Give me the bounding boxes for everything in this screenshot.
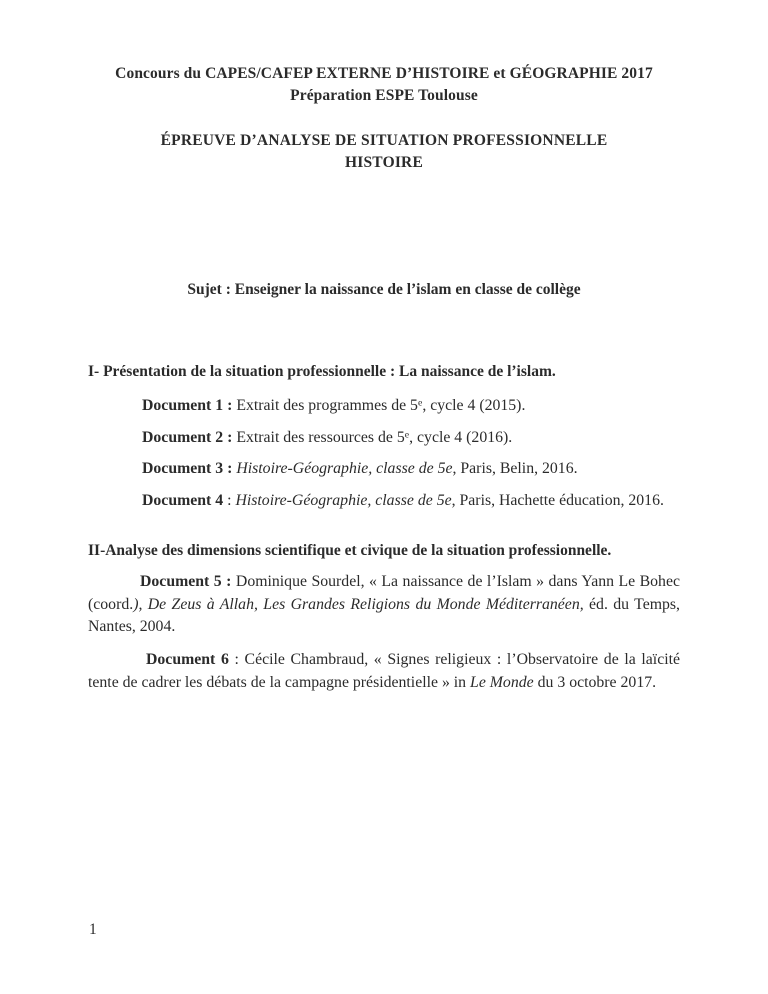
- document-2-text-before: Extrait des ressources de 5: [236, 429, 405, 446]
- exam-title-line-1: ÉPREUVE D’ANALYSE DE SITUATION PROFESSIONNELLE: [160, 132, 608, 149]
- document-6-label: Document 6: [146, 651, 229, 668]
- document-4-text-after: , Paris, Hachette éducation, 2016.: [451, 492, 664, 509]
- document-6-italic-source: Le Monde: [470, 673, 534, 691]
- document-5-text-2: éd. du Temps, Nantes, 2004.: [88, 595, 680, 635]
- page-number: [89, 919, 97, 940]
- section-two-text: II-Analyse des dimensions scientifique et civique de la situation professionnelle.: [88, 542, 612, 559]
- document-2-label: Document 2 :: [142, 429, 233, 446]
- document-entry-4: [142, 490, 687, 511]
- document-6-text-2: du 3 octobre 2017.: [533, 673, 657, 691]
- document-3-title: Histoire-Géographie, classe de 5e: [236, 460, 453, 477]
- document-5-text-1: Dominique Sourdel, « La naissance de l’Islam » dans Yann Le Bohec (coord.: [88, 573, 680, 613]
- document-entry-2: [142, 427, 687, 448]
- exam-header: [88, 63, 680, 106]
- exam-title-line-2: HISTOIRE: [345, 154, 423, 171]
- exam-header-line-1: Concours du CAPES/CAFEP EXTERNE D’HISTOIRE et GÉOGRAPHIE 2017: [115, 65, 653, 82]
- document-1-text-after: , cycle 4 (2015).: [422, 397, 526, 414]
- page-number-value: 1: [89, 921, 97, 938]
- document-entry-5: [88, 571, 680, 639]
- section-one-text: I- Présentation de la situation professionnelle : La naissance de l’islam.: [88, 363, 556, 380]
- section-heading-two: [88, 540, 688, 561]
- subject-text: Sujet : Enseigner la naissance de l’islam en classe de collège: [187, 281, 581, 298]
- document-1-label: Document 1 :: [142, 397, 233, 414]
- exam-title: [88, 130, 680, 174]
- document-1-superscript: e: [417, 397, 423, 409]
- section-heading-one: [88, 361, 688, 382]
- document-5-italic-title: ), De Zeus à Allah, Les Grandes Religions du Monde Méditerranéen,: [133, 595, 584, 613]
- document-2-text-after: , cycle 4 (2016).: [409, 429, 513, 446]
- document-5-label: Document 5 :: [140, 573, 232, 590]
- document-entry-6: [88, 649, 680, 694]
- document-4-label: Document 4: [142, 492, 224, 509]
- document-entry-3: [142, 458, 687, 479]
- document-4-title: Histoire-Géographie, classe de 5e: [235, 492, 452, 509]
- document-entry-1: [142, 395, 687, 416]
- document-3-text-after: , Paris, Belin, 2016.: [452, 460, 578, 477]
- document-3-label: Document 3 :: [142, 460, 233, 477]
- document-2-superscript: e: [404, 429, 410, 441]
- subject-line: [88, 279, 680, 300]
- document-4-colon: :: [223, 492, 236, 509]
- exam-header-line-2: Préparation ESPE Toulouse: [290, 86, 478, 104]
- document-1-text-before: Extrait des programmes de 5: [236, 397, 418, 414]
- document-6-text-1: : Cécile Chambraud, « Signes religieux : l’Observatoire de la laïcité tente de cadrer les débats de la campagne présidentielle » in: [88, 651, 680, 691]
